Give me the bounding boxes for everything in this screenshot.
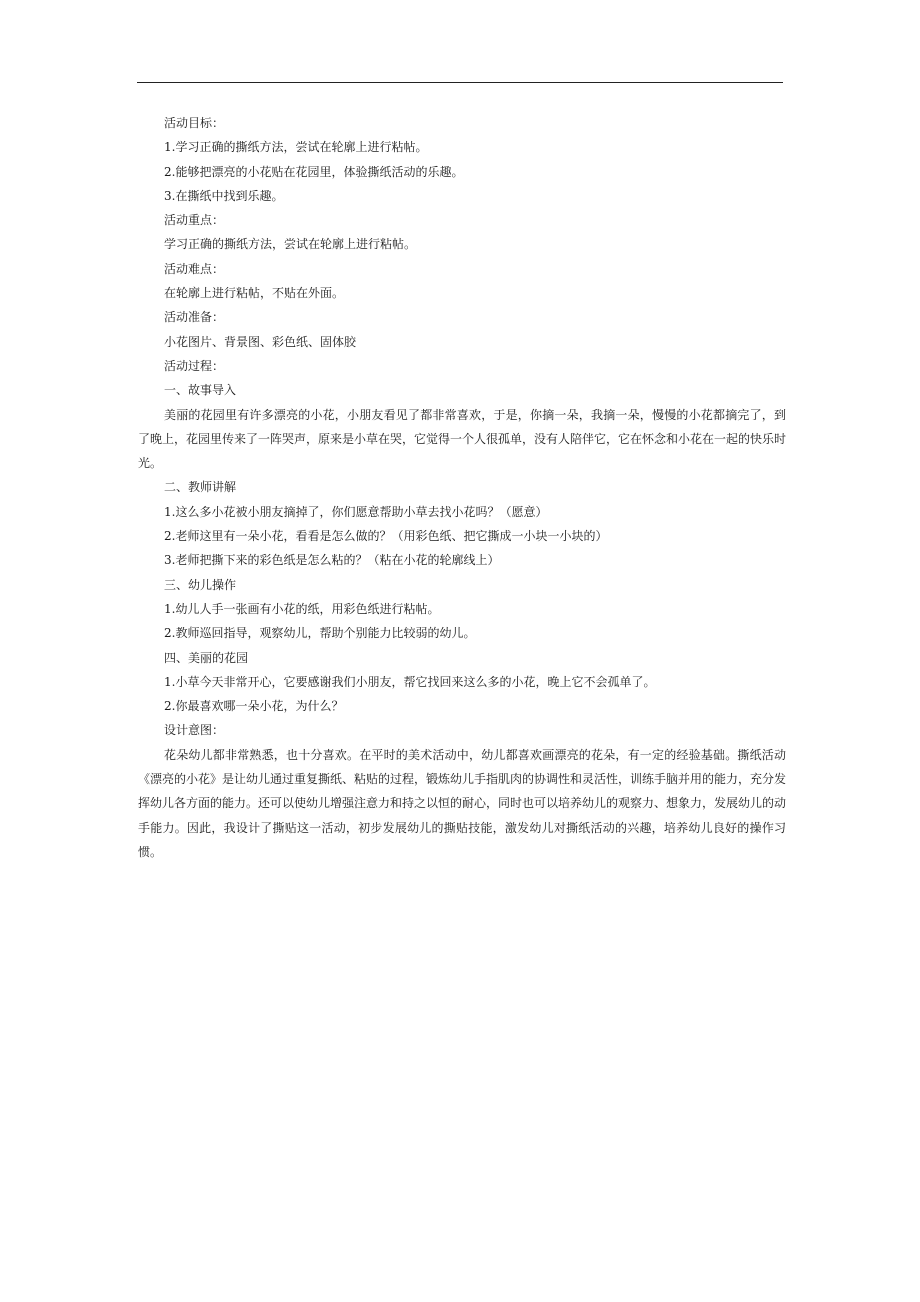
text-line: 一、故事导入 <box>164 383 237 398</box>
text-line: 二、教师讲解 <box>164 480 237 495</box>
text-line: 1.小草今天非常开心，它要感谢我们小朋友，帮它找回来这么多的小花，晚上它不会孤单了。 <box>164 674 656 689</box>
text-line: 3.老师把撕下来的彩色纸是怎么粘的？（粘在小花的轮廓线上） <box>164 553 500 568</box>
text-line: 活动重点： <box>164 213 225 228</box>
text-line: 活动准备： <box>164 310 225 325</box>
text-line: 小花图片、背景图、彩色纸、固体胶 <box>164 334 357 349</box>
text-line: 三、幼儿操作 <box>164 577 237 592</box>
text-line: 3.在撕纸中找到乐趣。 <box>164 188 284 203</box>
header-rule <box>137 82 783 83</box>
text-line: 2.能够把漂亮的小花贴在花园里，体验撕纸活动的乐趣。 <box>164 164 464 179</box>
text-line: 2.你最喜欢哪一朵小花，为什么？ <box>164 699 344 714</box>
body-paragraph: 花朵幼儿都非常熟悉，也十分喜欢。在平时的美术活动中，幼儿都喜欢画漂亮的花朵，有一定的经验基础。撕纸活动《漂亮的小花》是让幼儿通过重复撕纸、粘贴的过程，锻炼幼儿手指肌肉的协调性和灵活性，训练手脑并用的能力，充分发挥幼儿各方面的能力。还可以使幼儿增强注意力和持之以恒的耐心，同时也可以培养幼儿的观察力、想象力，发展幼儿的动手能力。因此，我设计了撕贴这一活动，初步发展幼儿的撕贴技能，激发幼儿对撕纸活动的兴趣，培养幼儿良好的操作习惯。 <box>138 747 787 859</box>
document-body <box>138 111 786 864</box>
text-line: 四、美丽的花园 <box>164 650 249 665</box>
text-line: 在轮廓上进行粘帖，不贴在外面。 <box>164 286 345 301</box>
text-line: 2.教师巡回指导，观察幼儿，帮助个别能力比较弱的幼儿。 <box>164 626 476 641</box>
text-line: 1.这么多小花被小朋友摘掉了，你们愿意帮助小草去找小花吗？（愿意） <box>164 504 548 519</box>
text-line: 1.幼儿人手一张画有小花的纸，用彩色纸进行粘帖。 <box>164 601 440 616</box>
text-line: 活动难点： <box>164 261 225 276</box>
text-line: 学习正确的撕纸方法，尝试在轮廓上进行粘帖。 <box>164 237 417 252</box>
text-line: 1.学习正确的撕纸方法，尝试在轮廓上进行粘帖。 <box>164 140 428 155</box>
text-line: 活动目标： <box>164 116 225 130</box>
body-paragraph: 美丽的花园里有许多漂亮的小花，小朋友看见了都非常喜欢，于是，你摘一朵，我摘一朵，慢慢的小花都摘完了，到了晚上，花园里传来了一阵哭声，原来是小草在哭，它觉得一个人很孤单，没有人陪伴它，它在怀念和小花在一起的快乐时光。 <box>138 407 787 471</box>
text-line: 2.老师这里有一朵小花，看看是怎么做的？（用彩色纸、把它撕成一小块一小块的） <box>164 529 608 544</box>
text-line: 设计意图： <box>164 723 225 738</box>
text-line: 活动过程： <box>164 358 225 373</box>
